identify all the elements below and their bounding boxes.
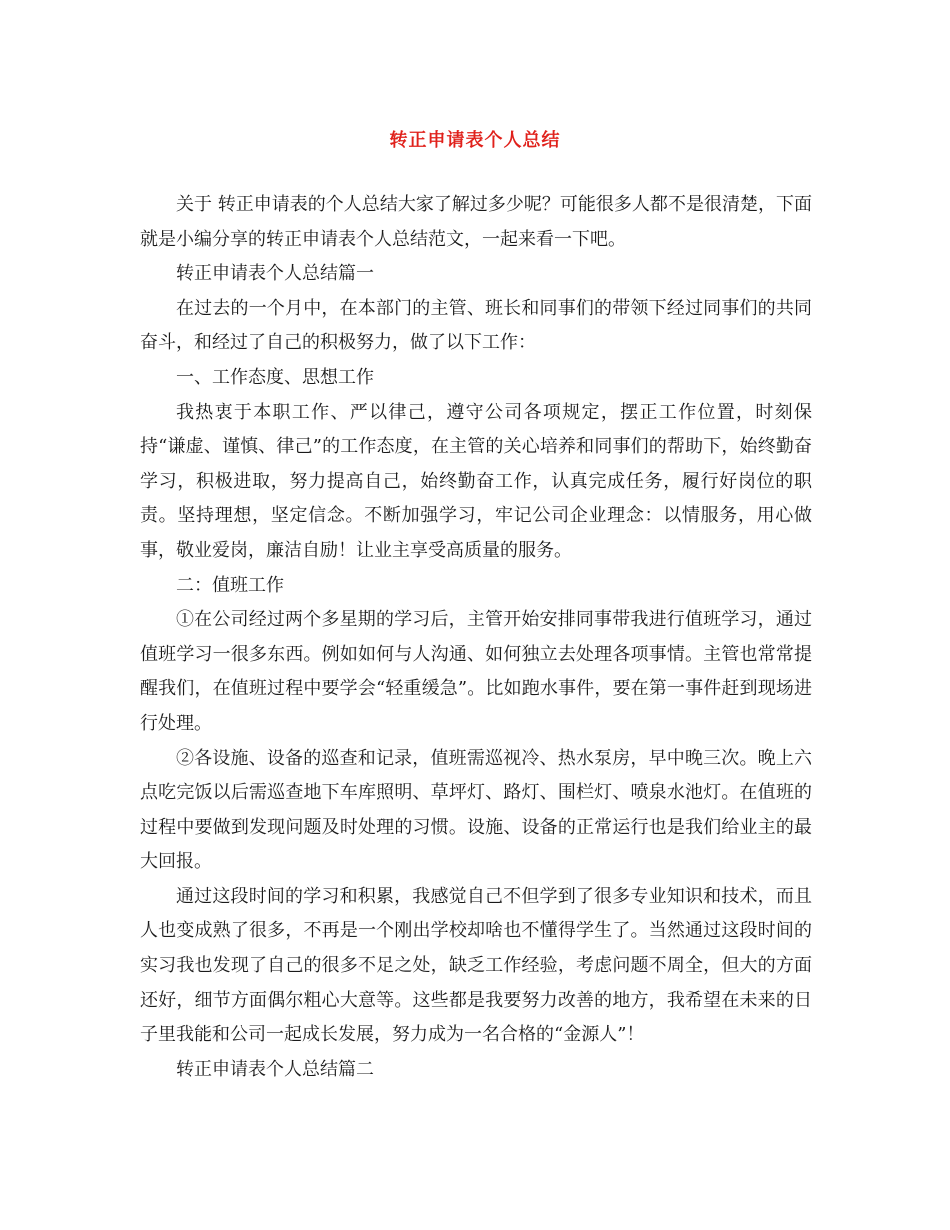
body-paragraph: 在过去的一个月中，在本部门的主管、班长和同事们的带领下经过同事们的共同奋斗，和经过了自己的积极努力，做了以下工作： (140, 297, 812, 354)
body-paragraph: 通过这段时间的学习和积累，我感觉自己不但学到了很多专业知识和技术，而且人也变成熟了很多，不再是一个刚出学校却啥也不懂得学生了。当然通过这段时间的实习我也发现了自己的很多不足之处，缺乏工作经验，考虑问题不周全，但大的方面还好，细节方面偶尔粗心大意等。这些都是我要努力改善的地方，我希望在未来的日子里我能和公司一起成长发展，努力成为一名合格的“金源人”！ (140, 885, 812, 1046)
subsection-heading-work-attitude: 一、工作态度、思想工作 (176, 366, 374, 388)
section-heading-part-two: 转正申请表个人总结篇二 (176, 1058, 374, 1080)
body-paragraph: ①在公司经过两个多星期的学习后，主管开始安排同事带我进行值班学习，通过值班学习一很多东西。例如如何与人沟通、如何独立去处理各项事情。主管也常常提醒我们，在值班过程中要学会“轻重缓急”。比如跑水事件，要在第一事件赶到现场进行处理。 (140, 609, 812, 734)
body-paragraph: 我热衷于本职工作、严以律己，遵守公司各项规定，摆正工作位置，时刻保持“谦虚、谨慎、律己”的工作态度，在主管的关心培养和同事们的帮助下，始终勤奋学习，积极进取，努力提高自己，始终勤奋工作，认真完成任务，履行好岗位的职责。坚持理想，坚定信念。不断加强学习，牢记公司企业理念：以情服务，用心做事，敬业爱岗，廉洁自励！让业主享受高质量的服务。 (140, 401, 812, 561)
document-title: 转正申请表个人总结 (389, 130, 561, 151)
intro-paragraph: 关于 转正申请表的个人总结大家了解过多少呢？可能很多人都不是很清楚，下面就是小编分享的转正申请表个人总结范文，一起来看一下吧。 (140, 194, 812, 250)
document-body (140, 188, 812, 1087)
section-heading-part-one: 转正申请表个人总结篇一 (176, 263, 374, 285)
body-paragraph: ②各设施、设备的巡查和记录，值班需巡视冷、热水泵房，早中晚三次。晚上六点吃完饭以后需巡查地下车库照明、草坪灯、路灯、围栏灯、喷泉水池灯。在值班的过程中要做到发现问题及时处理的习惯。设施、设备的正常运行也是我们给业主的最大回报。 (140, 747, 812, 873)
subsection-heading-duty-work: 二：值班工作 (176, 574, 284, 596)
